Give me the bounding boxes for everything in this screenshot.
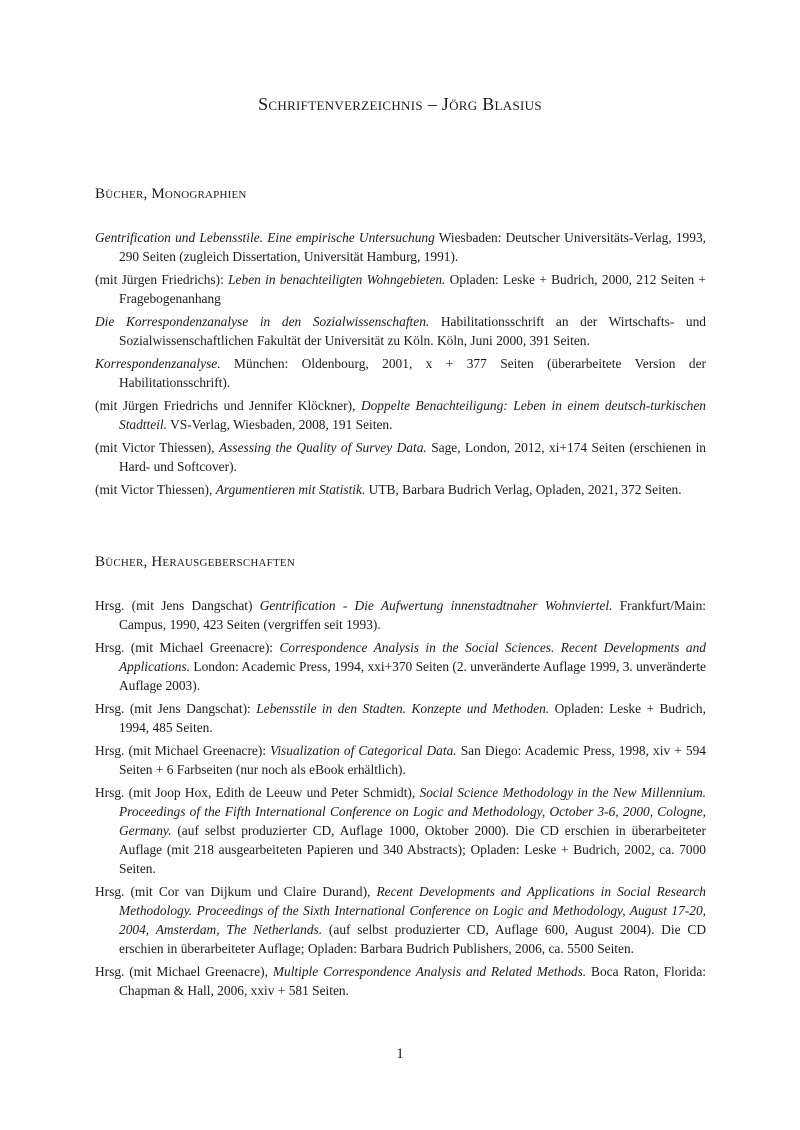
- section-heading-herausgeberschaften: Bücher, Herausgeberschaften: [95, 554, 295, 570]
- list-item: Hrsg. (mit Michael Greenacre): Correspondence Analysis in the Social Sciences. Recent Developments and Applications. London: Academic Press, 1994, xxi+370 Seiten (2. unveränderte Auflage 1999, 3. unveränderte Auflage 2003).: [95, 640, 706, 693]
- book-title: Assessing the Quality of Survey Data.: [218, 440, 427, 455]
- book-title: Visualization of Categorical Data.: [270, 743, 457, 758]
- list-item: Gentrification und Lebensstile. Eine empirische Untersuchung Wiesbaden: Deutscher Universitäts-Verlag, 1993, 290 Seiten (zugleich Dissertation, Universität Hamburg, 1991).: [95, 230, 706, 264]
- book-title: Argumentieren mit Statistik.: [215, 482, 366, 497]
- list-item: Hrsg. (mit Jens Dangschat) Gentrification - Die Aufwertung innenstadtnaher Wohnviertel. Frankfurt/Main: Campus, 1990, 423 Seiten (vergriffen seit 1993).: [95, 598, 706, 632]
- section-heading-monographien: Bücher, Monographien: [95, 186, 247, 202]
- list-item: Hrsg. (mit Joop Hox, Edith de Leeuw und Peter Schmidt), Social Science Methodology in the New Millennium. Proceedings of the Fifth International Conference on Logic and Methodology, October 3-6, 2000, Cologne, Germany. (auf selbst produzierter CD, Auflage 1000, Oktober 2000). Die CD erschien in überarbeiteter Auflage (mit 218 ausgearbeiteten Papieren und 340 Abstracts); Opladen: Leske + Budrich, 2002, ca. 7000 Seiten.: [95, 785, 706, 876]
- page-number: 1: [396, 1046, 404, 1062]
- list-item: (mit Victor Thiessen), Assessing the Quality of Survey Data. Sage, London, 2012, xi+174 Seiten (erschienen in Hard- und Softcover).: [95, 440, 706, 474]
- list-item: Korrespondenzanalyse. München: Oldenbourg, 2001, x + 377 Seiten (überarbeitete Version der Habilitationsschrift).: [95, 356, 706, 390]
- book-title: Korrespondenzanalyse.: [95, 356, 221, 371]
- book-title: Gentrification - Die Aufwertung innenstadtnaher Wohnviertel.: [259, 598, 613, 613]
- book-title: Recent Developments and Applications in Social Research Methodology. Proceedings of the Sixth International Conference on Logic and Methodology, August 17-20, 2004, Amsterdam, The Netherlands.: [119, 884, 706, 937]
- book-title: Die Korrespondenzanalyse in den Sozialwissenschaften.: [95, 314, 430, 329]
- book-title: Gentrification und Lebensstile. Eine empirische Untersuchung: [95, 230, 435, 245]
- list-item: Hrsg. (mit Cor van Dijkum und Claire Durand), Recent Developments and Applications in Social Research Methodology. Proceedings of the Sixth International Conference on Logic and Methodology, August 17-20, 2004, Amsterdam, The Netherlands. (auf selbst produzierter CD, Auflage 600, August 2004). Die CD erschien in überarbeiteter Auflage; Opladen: Barbara Budrich Publishers, 2006, ca. 5500 Seiten.: [95, 884, 706, 956]
- list-item: (mit Jürgen Friedrichs und Jennifer Klöckner), Doppelte Benachteiligung: Leben in einem deutsch-turkischen Stadtteil. VS-Verlag, Wiesbaden, 2008, 191 Seiten.: [95, 398, 707, 432]
- herausgeberschaften-list: [95, 596, 706, 1004]
- list-item: Hrsg. (mit Michael Greenacre), Multiple Correspondence Analysis and Related Methods. Boca Raton, Florida: Chapman & Hall, 2006, xxiv + 581 Seiten.: [95, 964, 706, 998]
- book-title: Leben in benachteiligten Wohngebieten.: [228, 272, 446, 287]
- list-item: (mit Victor Thiessen), Argumentieren mit Statistik. UTB, Barbara Budrich Verlag, Opladen, 2021, 372 Seiten.: [95, 482, 682, 497]
- document-title: Schriftenverzeichnis – Jörg Blasius: [258, 94, 542, 114]
- monographien-list: [95, 228, 706, 503]
- book-title: Doppelte Benachteiligung: Leben in einem deutsch-turkischen Stadtteil.: [119, 398, 707, 432]
- list-item: (mit Jürgen Friedrichs): Leben in benachteiligten Wohngebieten. Opladen: Leske + Budrich, 2000, 212 Seiten + Fragebogenanhang: [95, 272, 706, 306]
- list-item: Hrsg. (mit Michael Greenacre): Visualization of Categorical Data. San Diego: Academic Press, 1998, xiv + 594 Seiten + 6 Farbseiten (nur noch als eBook erhältlich).: [95, 743, 706, 777]
- book-title: Lebensstile in den Stadten. Konzepte und Methoden.: [256, 701, 550, 716]
- book-title: Social Science Methodology in the New Millennium. Proceedings of the Fifth International Conference on Logic and Methodology, October 3-6, 2000, Cologne, Germany.: [119, 785, 706, 838]
- book-title: Correspondence Analysis in the Social Sciences. Recent Developments and Applications.: [119, 640, 706, 674]
- list-item: Hrsg. (mit Jens Dangschat): Lebensstile in den Stadten. Konzepte und Methoden. Opladen: Leske + Budrich, 1994, 485 Seiten.: [95, 701, 706, 735]
- book-title: Multiple Correspondence Analysis and Related Methods.: [272, 964, 587, 979]
- list-item: Die Korrespondenzanalyse in den Sozialwissenschaften. Habilitationsschrift an der Wirtschafts- und Sozialwissenschaftlichen Fakultät der Universität zu Köln. Köln, Juni 2000, 391 Seiten.: [95, 314, 706, 348]
